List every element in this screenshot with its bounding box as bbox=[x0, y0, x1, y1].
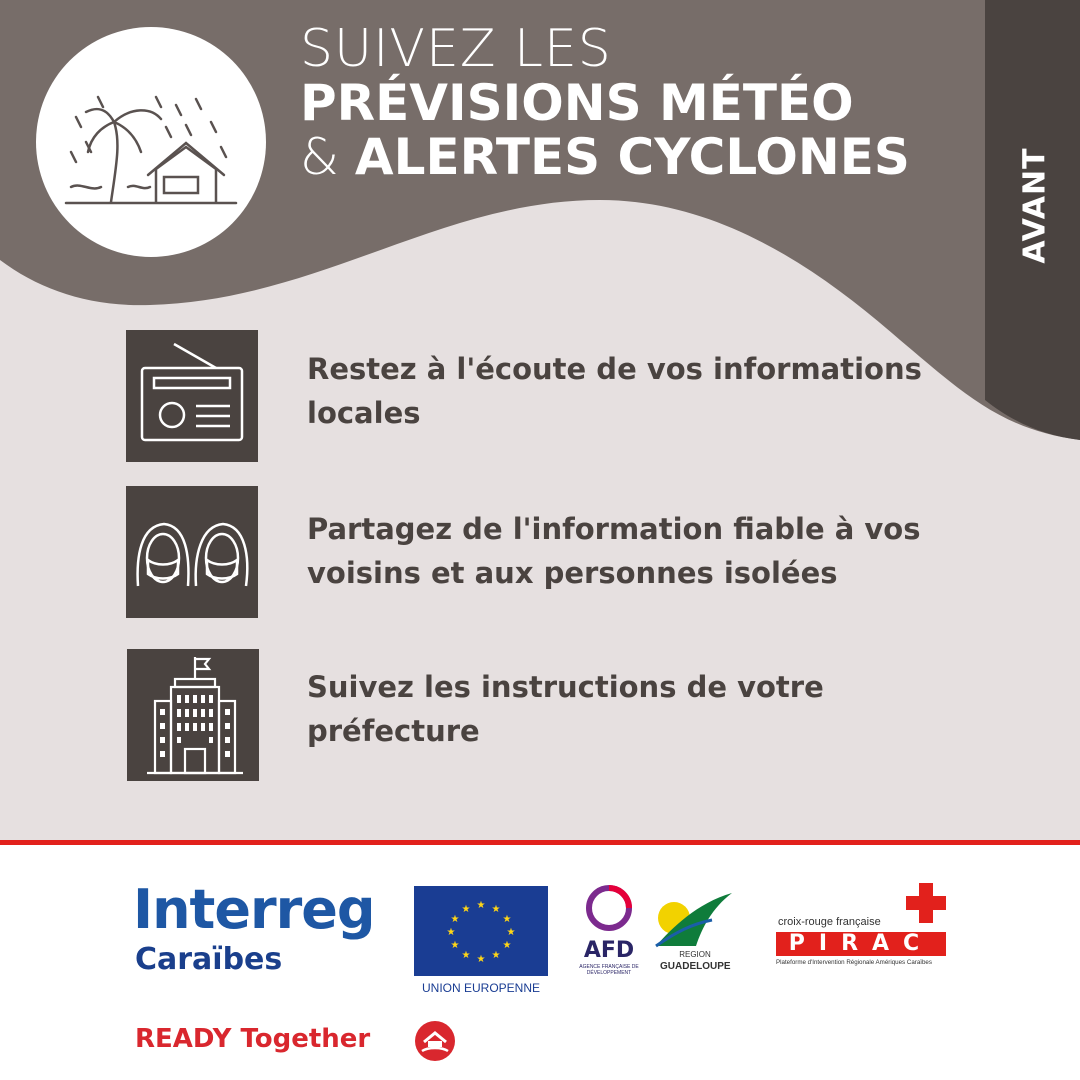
item-text-3: Suivez les instructions de votre préfecture bbox=[307, 670, 824, 748]
radio-icon bbox=[126, 330, 258, 462]
title-ampersand: & bbox=[300, 128, 355, 186]
svg-text:★: ★ bbox=[450, 914, 460, 925]
pirac-logo: PIRAC bbox=[776, 932, 946, 956]
afd-sublabel: AGENCE FRANÇAISE DE DÉVELOPPEMENT bbox=[579, 964, 639, 976]
svg-text:★: ★ bbox=[476, 900, 486, 911]
title-line-3 bbox=[300, 130, 910, 184]
ready-together-label: READY Together bbox=[135, 1024, 371, 1054]
croix-rouge-label: croix-rouge française bbox=[778, 916, 881, 928]
red-cross-icon bbox=[906, 883, 946, 923]
eu-label: UNION EUROPENNE bbox=[421, 981, 540, 995]
svg-text:★: ★ bbox=[461, 904, 471, 915]
pirac-sublabel: Plateforme d'Intervention Régionale Amériques Caraïbes bbox=[776, 959, 932, 966]
region-label-2: GUADELOUPE bbox=[660, 961, 731, 972]
side-tab bbox=[1015, 140, 1055, 270]
svg-text:★: ★ bbox=[461, 950, 471, 961]
ready-together-logo-icon bbox=[414, 1020, 456, 1062]
title-line-2: PRÉVISIONS MÉTÉO bbox=[300, 74, 854, 132]
title-line-1: SUIVEZ LES bbox=[300, 19, 612, 79]
interreg-region-label: Caraïbes bbox=[135, 942, 283, 977]
svg-text:★: ★ bbox=[476, 954, 486, 965]
item-text-2: Partagez de l'information fiable à vos voisins et aux personnes isolées bbox=[307, 512, 921, 590]
header-icon-circle bbox=[36, 27, 266, 257]
storm-house-icon bbox=[36, 27, 266, 257]
side-tab-label: AVANT bbox=[1017, 147, 1053, 264]
svg-text:★: ★ bbox=[502, 940, 512, 951]
item-text-1: Restez à l'écoute de vos informations locales bbox=[307, 352, 922, 430]
region-label-1: REGION bbox=[679, 950, 711, 959]
afd-label: AFD bbox=[583, 938, 635, 963]
prefecture-building-icon bbox=[127, 649, 259, 781]
svg-text:★: ★ bbox=[450, 940, 460, 951]
svg-text:★: ★ bbox=[506, 927, 516, 938]
masked-people-icon bbox=[126, 486, 258, 618]
interreg-logo: Interreg bbox=[133, 878, 375, 941]
svg-text:★: ★ bbox=[491, 904, 501, 915]
svg-text:★: ★ bbox=[502, 914, 512, 925]
eu-flag-logo bbox=[414, 886, 548, 976]
title-line-3-bold: ALERTES CYCLONES bbox=[354, 128, 910, 186]
svg-text:★: ★ bbox=[491, 950, 501, 961]
svg-text:★: ★ bbox=[446, 927, 456, 938]
page-title bbox=[300, 19, 910, 186]
